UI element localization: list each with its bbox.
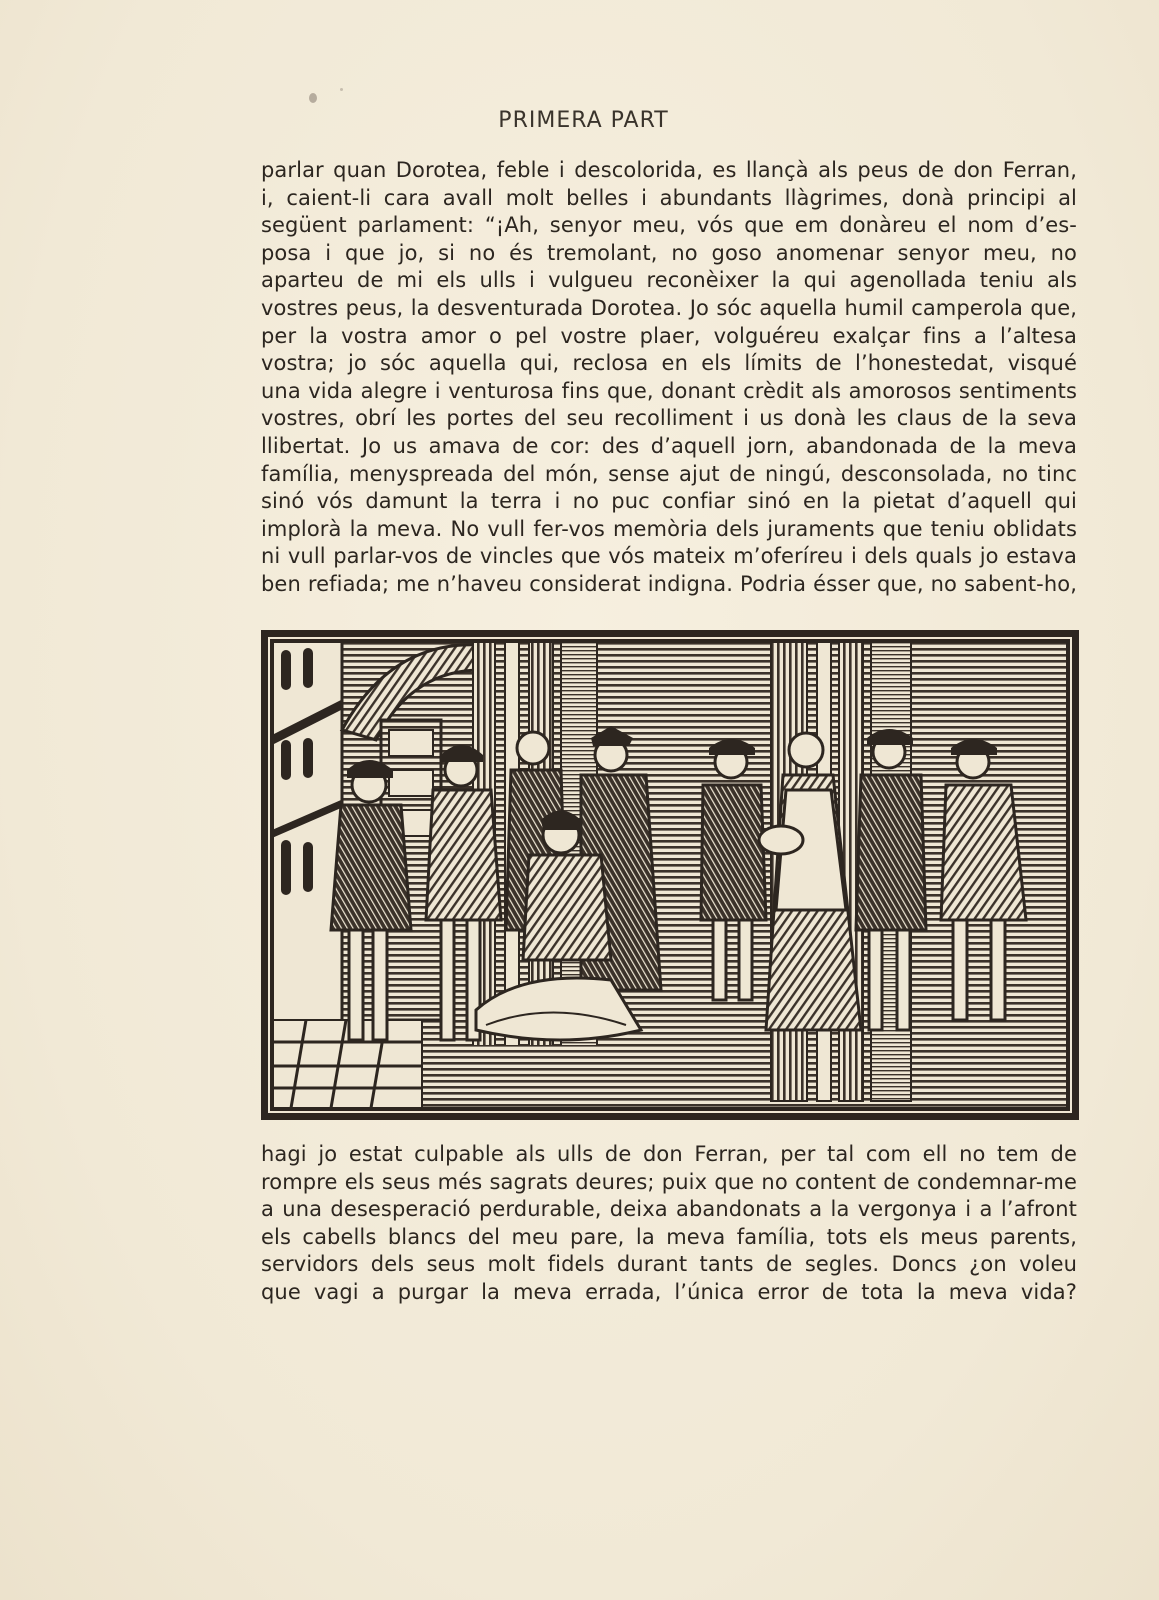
building-left (272, 641, 342, 1031)
woodcut-illustration (261, 630, 1079, 1120)
text-line: que vagi a purgar la meva errada, l’única error de tota la meva vida? (261, 1279, 1077, 1304)
text-line: implorà la meva. No vull fer-vos memòria dels juraments que teniu oblidats (261, 516, 1077, 541)
text-line: parlar quan Dorotea, feble i descolorida, es llançà als peus de don Ferran, (261, 158, 1077, 182)
text-line: següent parlament: “¡Ah, senyor meu, vós que em donàreu el nom d’es- (261, 213, 1077, 238)
text-line: vostra; jo sóc aquella qui, reclosa en els límits de l’honestedat, visqué (261, 351, 1077, 376)
text-line: una vida alegre i venturosa fins que, donant crèdit als amorosos sentiments (261, 378, 1077, 403)
text-line: vostres peus, la desventurada Dorotea. Jo sóc aquella humil camperola que, (261, 295, 1077, 320)
woodcut-image (261, 630, 1079, 1120)
paper-speck (309, 93, 317, 103)
text-line: família, menyspreada del món, sense ajut de ningú, desconsolada, no tinc (261, 461, 1077, 486)
text-line: rompre els seus més sagrats deures; puix que no content de condemnar-me (261, 1169, 1077, 1194)
text-line: llibertat. Jo us amava de cor: des d’aquell jorn, abandonada de la meva (261, 433, 1077, 458)
text-line: ben refiada; me n’haveu considerat indigna. Podria ésser que, no sabent-ho, (261, 571, 1077, 596)
running-head: PRIMERA PART (498, 108, 669, 133)
text-line: a una desesperació perdurable, deixa abandonats a la vergonya i a l’afront (261, 1197, 1077, 1222)
text-line: ni vull parlar-vos de vincles que vós mateix m’oferíreu i dels quals jo estava (261, 544, 1077, 569)
text-line: sinó vós damunt la terra i no puc confiar sinó en la pietat d’aquell qui (261, 489, 1077, 514)
body-text-before-illustration (261, 157, 1077, 599)
paper-speck (340, 88, 343, 91)
text-line: hagi jo estat culpable als ulls de don Ferran, per tal com ell no tem de (261, 1142, 1077, 1166)
text-line: els cabells blancs del meu pare, la meva família, tots els meus parents, (261, 1224, 1077, 1249)
text-line: servidors dels seus molt fidels durant tants de segles. Doncs ¿on voleu (261, 1252, 1077, 1277)
text-line: vostres, obrí les portes del seu recolliment i us donà les claus de la seva (261, 406, 1077, 431)
text-line: aparteu de mi els ulls i vulgueu reconèixer la qui agenollada teniu als (261, 268, 1077, 293)
text-line: i, caient-li cara avall molt belles i abundants llàgrimes, donà principi al (261, 185, 1077, 210)
text-line: posa i que jo, si no és tremolant, no goso anomenar senyor meu, no (261, 240, 1077, 265)
body-text-after-illustration (261, 1141, 1077, 1307)
text-line: per la vostra amor o pel vostre plaer, volguéreu exalçar fins a l’altesa (261, 323, 1077, 348)
